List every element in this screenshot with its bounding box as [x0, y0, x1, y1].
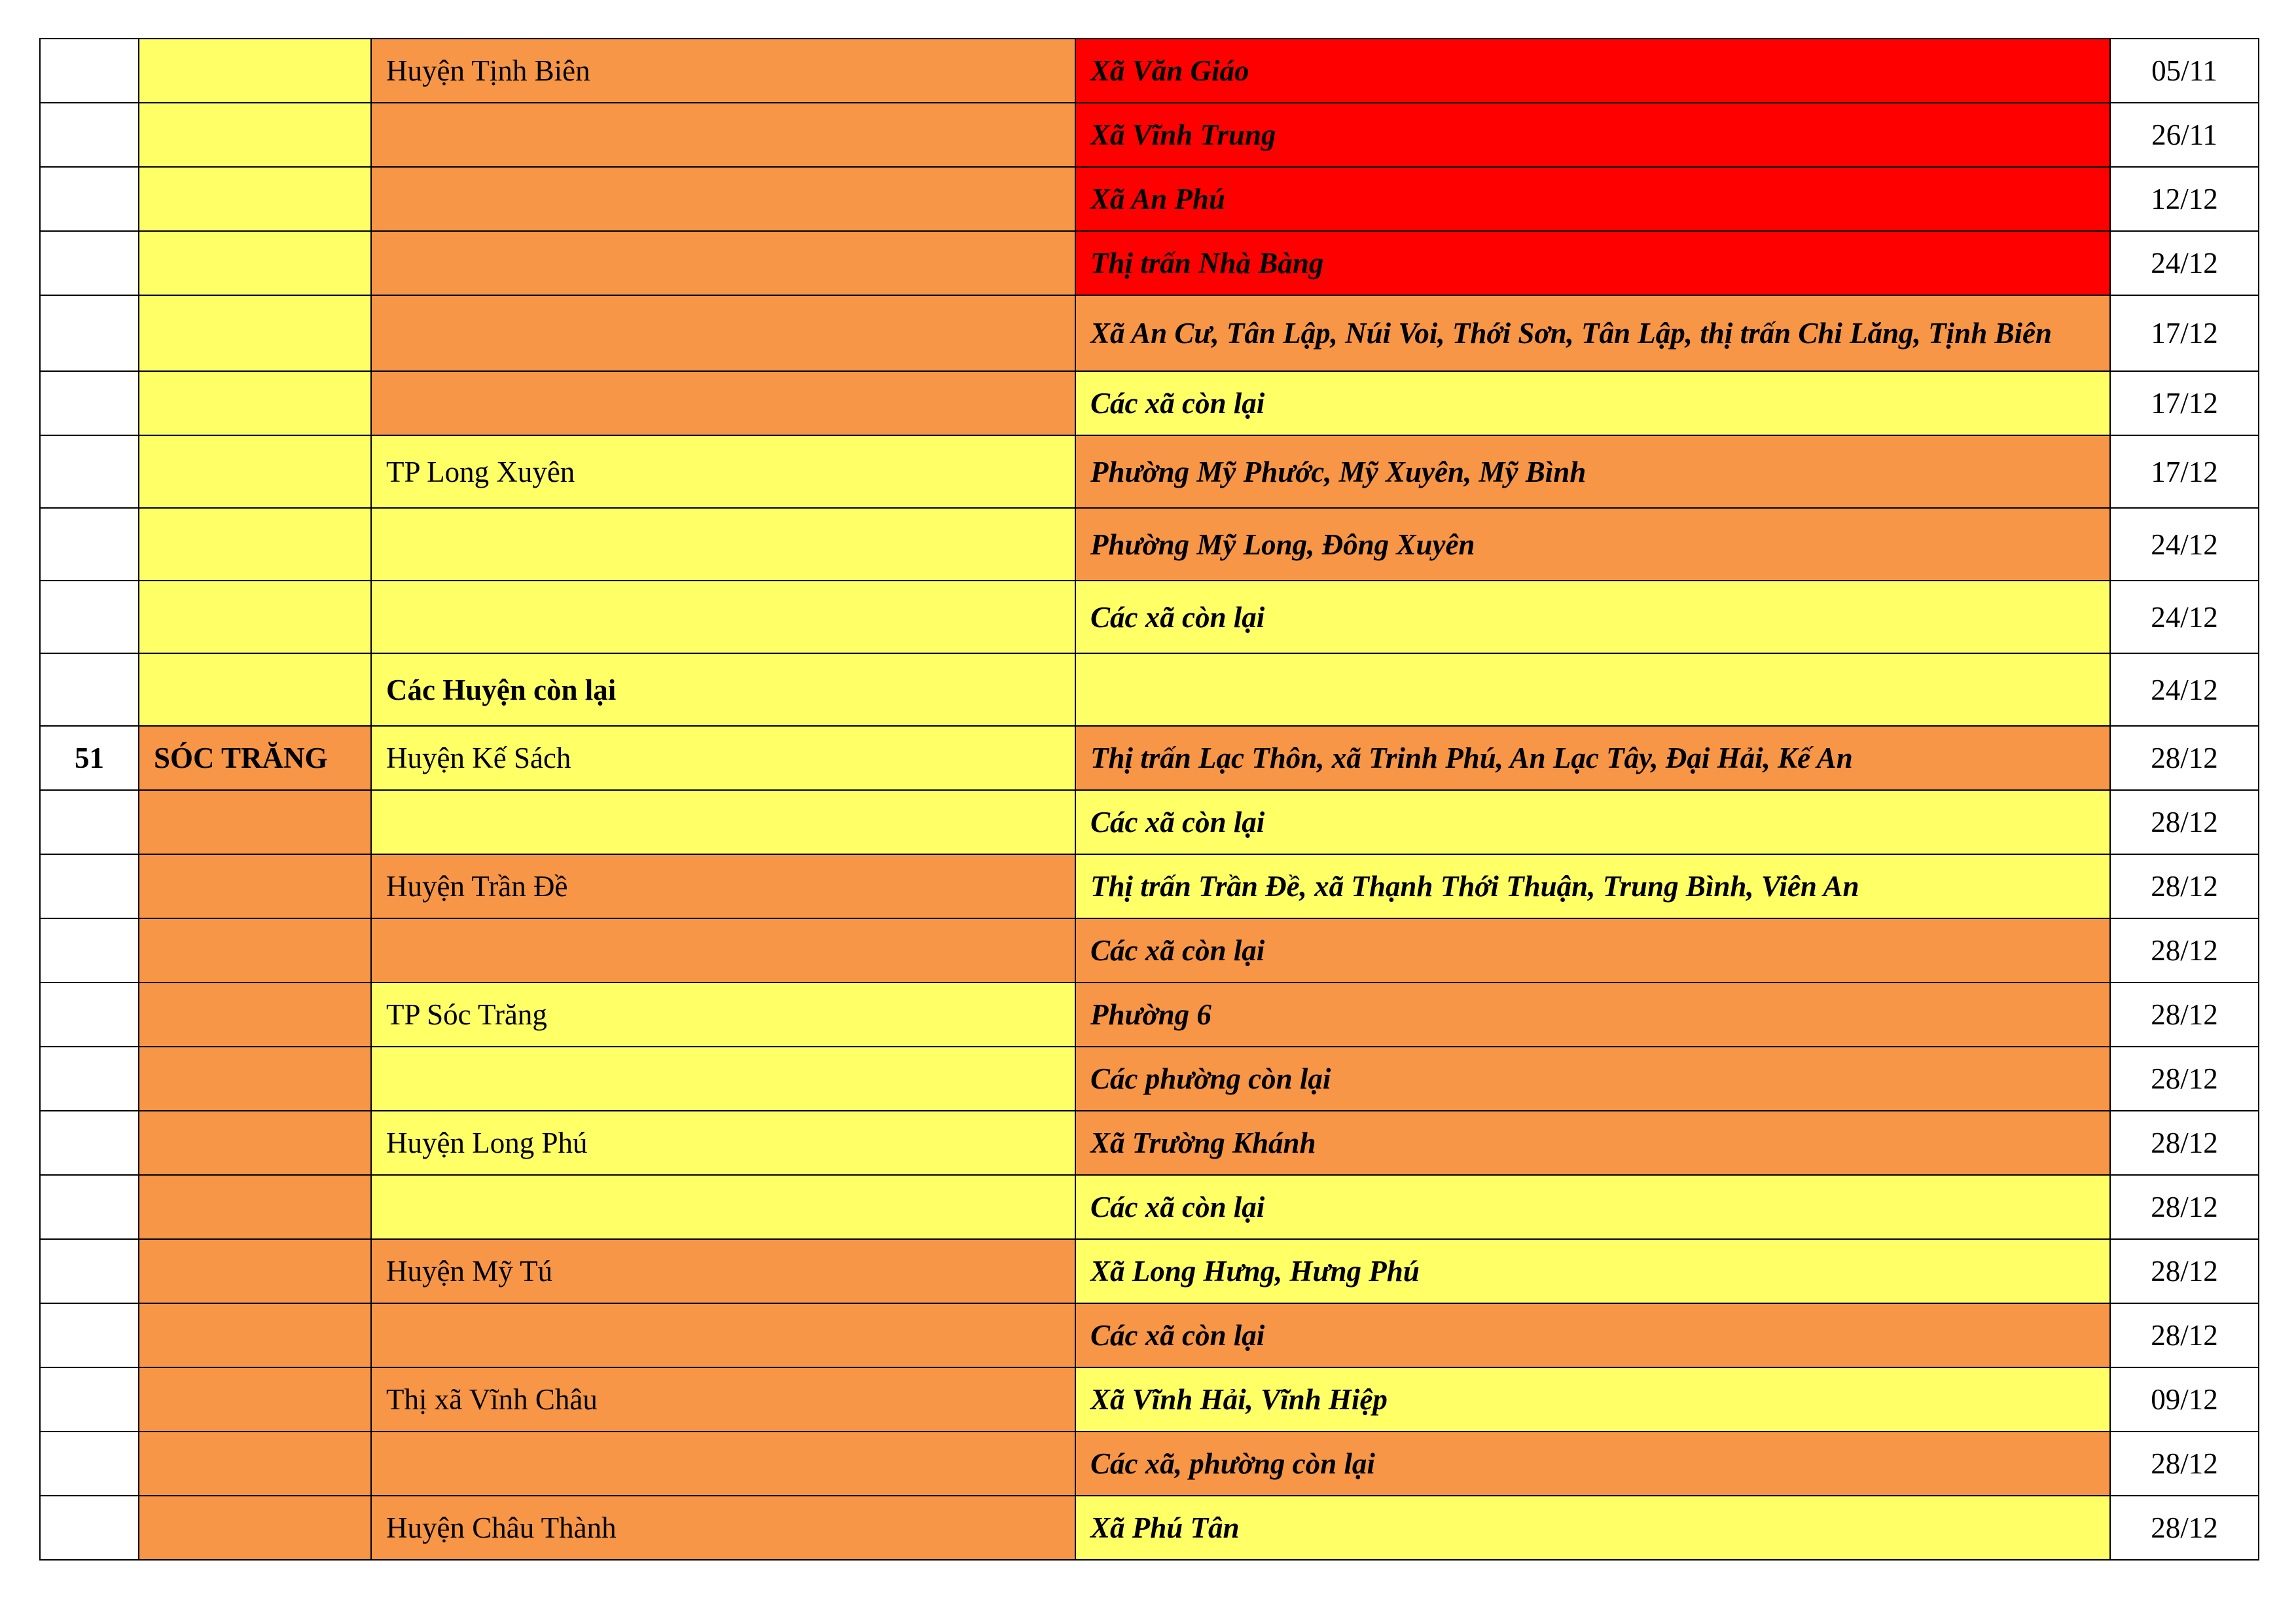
cell-area [1075, 653, 2110, 726]
cell-area: Phường 6 [1075, 983, 2110, 1047]
cell-district [371, 508, 1075, 581]
cell-area: Các xã còn lại [1075, 1303, 2110, 1367]
cell-date: 28/12 [2110, 1111, 2259, 1175]
cell-stt [40, 1239, 139, 1303]
cell-date: 17/12 [2110, 371, 2259, 435]
table-row [40, 653, 2259, 726]
cell-district [371, 790, 1075, 854]
table-row [40, 1047, 2259, 1111]
table-row [40, 1111, 2259, 1175]
cell-stt [40, 1047, 139, 1111]
cell-district [371, 371, 1075, 435]
cell-stt [40, 1432, 139, 1496]
cell-stt [40, 231, 139, 295]
table-row [40, 918, 2259, 983]
cell-area: Xã An Phú [1075, 167, 2110, 231]
table-row [40, 854, 2259, 918]
table-row [40, 231, 2259, 295]
cell-date: 28/12 [2110, 918, 2259, 983]
schedule-table [39, 38, 2259, 1561]
cell-province [139, 918, 371, 983]
cell-area: Các xã còn lại [1075, 371, 2110, 435]
cell-stt [40, 167, 139, 231]
cell-area: Phường Mỹ Phước, Mỹ Xuyên, Mỹ Bình [1075, 435, 2110, 508]
cell-district: Các Huyện còn lại [371, 653, 1075, 726]
cell-district [371, 167, 1075, 231]
cell-date: 26/11 [2110, 103, 2259, 167]
cell-province [139, 854, 371, 918]
cell-date: 28/12 [2110, 726, 2259, 790]
cell-area: Thị trấn Nhà Bàng [1075, 231, 2110, 295]
cell-province: SÓC TRĂNG [139, 726, 371, 790]
table-row [40, 1496, 2259, 1560]
cell-date: 17/12 [2110, 435, 2259, 508]
table-row [40, 1303, 2259, 1367]
cell-date: 28/12 [2110, 1432, 2259, 1496]
cell-area: Các xã còn lại [1075, 918, 2110, 983]
cell-area: Các xã còn lại [1075, 581, 2110, 653]
cell-date: 24/12 [2110, 581, 2259, 653]
cell-stt [40, 653, 139, 726]
cell-province [139, 790, 371, 854]
cell-district: Huyện Tịnh Biên [371, 39, 1075, 103]
cell-district [371, 231, 1075, 295]
cell-area: Các xã còn lại [1075, 790, 2110, 854]
table-row [40, 1175, 2259, 1239]
table-row [40, 39, 2259, 103]
cell-stt [40, 1303, 139, 1367]
cell-stt [40, 854, 139, 918]
cell-area: Các xã, phường còn lại [1075, 1432, 2110, 1496]
cell-district: Huyện Châu Thành [371, 1496, 1075, 1560]
cell-province [139, 653, 371, 726]
cell-province [139, 581, 371, 653]
table-row [40, 1367, 2259, 1432]
cell-district [371, 103, 1075, 167]
cell-area: Xã Văn Giáo [1075, 39, 2110, 103]
cell-stt [40, 1175, 139, 1239]
cell-stt [40, 1367, 139, 1432]
cell-date: 24/12 [2110, 653, 2259, 726]
cell-province [139, 1175, 371, 1239]
cell-province [139, 1496, 371, 1560]
table-row [40, 103, 2259, 167]
cell-district: Huyện Mỹ Tú [371, 1239, 1075, 1303]
cell-area: Các phường còn lại [1075, 1047, 2110, 1111]
cell-district [371, 1175, 1075, 1239]
cell-date: 28/12 [2110, 1239, 2259, 1303]
cell-date: 28/12 [2110, 983, 2259, 1047]
cell-stt [40, 435, 139, 508]
cell-district [371, 1432, 1075, 1496]
cell-district: TP Sóc Trăng [371, 983, 1075, 1047]
cell-stt [40, 39, 139, 103]
cell-province [139, 1367, 371, 1432]
table-row [40, 790, 2259, 854]
cell-area: Xã Vĩnh Hải, Vĩnh Hiệp [1075, 1367, 2110, 1432]
cell-province [139, 1432, 371, 1496]
cell-district: Huyện Long Phú [371, 1111, 1075, 1175]
cell-area: Phường Mỹ Long, Đông Xuyên [1075, 508, 2110, 581]
table-row [40, 1239, 2259, 1303]
table-body [40, 39, 2259, 1560]
cell-stt [40, 918, 139, 983]
table-row [40, 295, 2259, 371]
cell-date: 28/12 [2110, 1047, 2259, 1111]
table-row [40, 983, 2259, 1047]
cell-area: Xã Long Hưng, Hưng Phú [1075, 1239, 2110, 1303]
cell-date: 24/12 [2110, 231, 2259, 295]
cell-date: 12/12 [2110, 167, 2259, 231]
cell-area: Thị trấn Lạc Thôn, xã Trinh Phú, An Lạc Tây, Đại Hải, Kế An [1075, 726, 2110, 790]
cell-stt: 51 [40, 726, 139, 790]
cell-stt [40, 508, 139, 581]
cell-province [139, 508, 371, 581]
cell-province [139, 983, 371, 1047]
cell-stt [40, 1496, 139, 1560]
cell-date: 28/12 [2110, 854, 2259, 918]
cell-date: 28/12 [2110, 1175, 2259, 1239]
table-row [40, 435, 2259, 508]
cell-date: 05/11 [2110, 39, 2259, 103]
cell-province [139, 39, 371, 103]
cell-area: Các xã còn lại [1075, 1175, 2110, 1239]
cell-date: 09/12 [2110, 1367, 2259, 1432]
cell-province [139, 103, 371, 167]
cell-area: Xã Vĩnh Trung [1075, 103, 2110, 167]
cell-district: TP Long Xuyên [371, 435, 1075, 508]
cell-district: Huyện Kế Sách [371, 726, 1075, 790]
cell-province [139, 1047, 371, 1111]
table-row [40, 581, 2259, 653]
cell-stt [40, 1111, 139, 1175]
cell-district: Huyện Trần Đề [371, 854, 1075, 918]
cell-province [139, 1303, 371, 1367]
table-row [40, 1432, 2259, 1496]
cell-area: Xã Phú Tân [1075, 1496, 2110, 1560]
cell-province [139, 231, 371, 295]
cell-area: Thị trấn Trần Đề, xã Thạnh Thới Thuận, Trung Bình, Viên An [1075, 854, 2110, 918]
cell-date: 28/12 [2110, 790, 2259, 854]
cell-province [139, 167, 371, 231]
cell-district: Thị xã Vĩnh Châu [371, 1367, 1075, 1432]
cell-district [371, 581, 1075, 653]
table-row [40, 726, 2259, 790]
cell-district [371, 1047, 1075, 1111]
cell-district [371, 295, 1075, 371]
cell-date: 28/12 [2110, 1496, 2259, 1560]
table-row [40, 167, 2259, 231]
cell-province [139, 1239, 371, 1303]
cell-province [139, 295, 371, 371]
cell-stt [40, 581, 139, 653]
cell-date: 17/12 [2110, 295, 2259, 371]
cell-stt [40, 103, 139, 167]
cell-date: 24/12 [2110, 508, 2259, 581]
table-row [40, 508, 2259, 581]
cell-area: Xã Trường Khánh [1075, 1111, 2110, 1175]
cell-province [139, 435, 371, 508]
cell-stt [40, 790, 139, 854]
cell-stt [40, 295, 139, 371]
cell-area: Xã An Cư, Tân Lập, Núi Voi, Thới Sơn, Tân Lập, thị trấn Chi Lăng, Tịnh Biên [1075, 295, 2110, 371]
cell-province [139, 1111, 371, 1175]
cell-stt [40, 371, 139, 435]
cell-district [371, 918, 1075, 983]
table-row [40, 371, 2259, 435]
cell-stt [40, 983, 139, 1047]
cell-district [371, 1303, 1075, 1367]
cell-date: 28/12 [2110, 1303, 2259, 1367]
cell-province [139, 371, 371, 435]
